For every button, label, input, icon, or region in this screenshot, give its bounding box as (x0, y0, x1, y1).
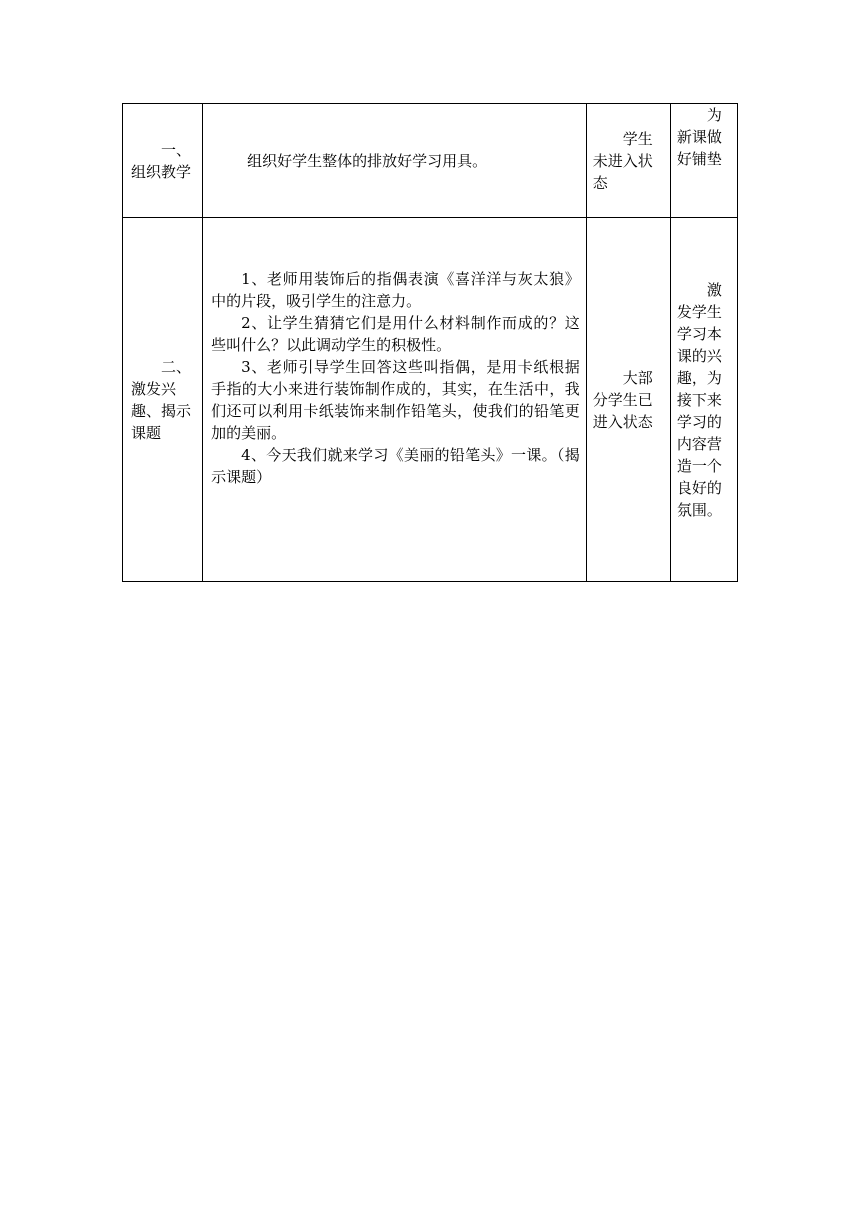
content-cell (203, 218, 587, 582)
status-text: 大部分学生已进入状态 (592, 368, 653, 431)
status-cell (586, 218, 670, 582)
intent-text: 为新课做好铺垫 (676, 106, 722, 168)
table-row (123, 218, 738, 582)
table-row (123, 104, 738, 218)
intent-text: 激发学生学习本课的兴趣，为接下来学习的内容营造一个良好的氛围。 (676, 280, 722, 519)
content-paragraph: 组织好学生整体的排放好学习用具。 (247, 151, 488, 170)
stage-text: 一、组织教学 (131, 140, 192, 181)
content-cell (203, 104, 587, 218)
intent-cell (670, 104, 737, 218)
intent-cell (670, 218, 737, 582)
content-paragraph: 1、老师用装饰后的指偶表演《喜洋洋与灰太狼》中的片段，吸引学生的注意力。 (211, 269, 580, 310)
status-text: 学生未进入状态 (592, 129, 653, 192)
status-cell (586, 104, 670, 218)
lesson-plan-table (122, 103, 738, 582)
stage-cell (123, 104, 203, 218)
content-paragraph: 2、让学生猜猜它们是用什么材料制作而成的？这些叫什么？以此调动学生的积极性。 (211, 313, 580, 354)
content-paragraph: 4、今天我们就来学习《美丽的铅笔头》一课。（揭示课题） (211, 445, 580, 486)
stage-text: 二、激发兴趣、揭示课题 (131, 357, 192, 442)
content-paragraph: 3、老师引导学生回答这些叫指偶，是用卡纸根据手指的大小来进行装饰制作成的，其实，在生活中，我们还可以利用卡纸装饰来制作铅笔头，使我们的铅笔更加的美丽。 (211, 357, 580, 442)
stage-cell (123, 218, 203, 582)
